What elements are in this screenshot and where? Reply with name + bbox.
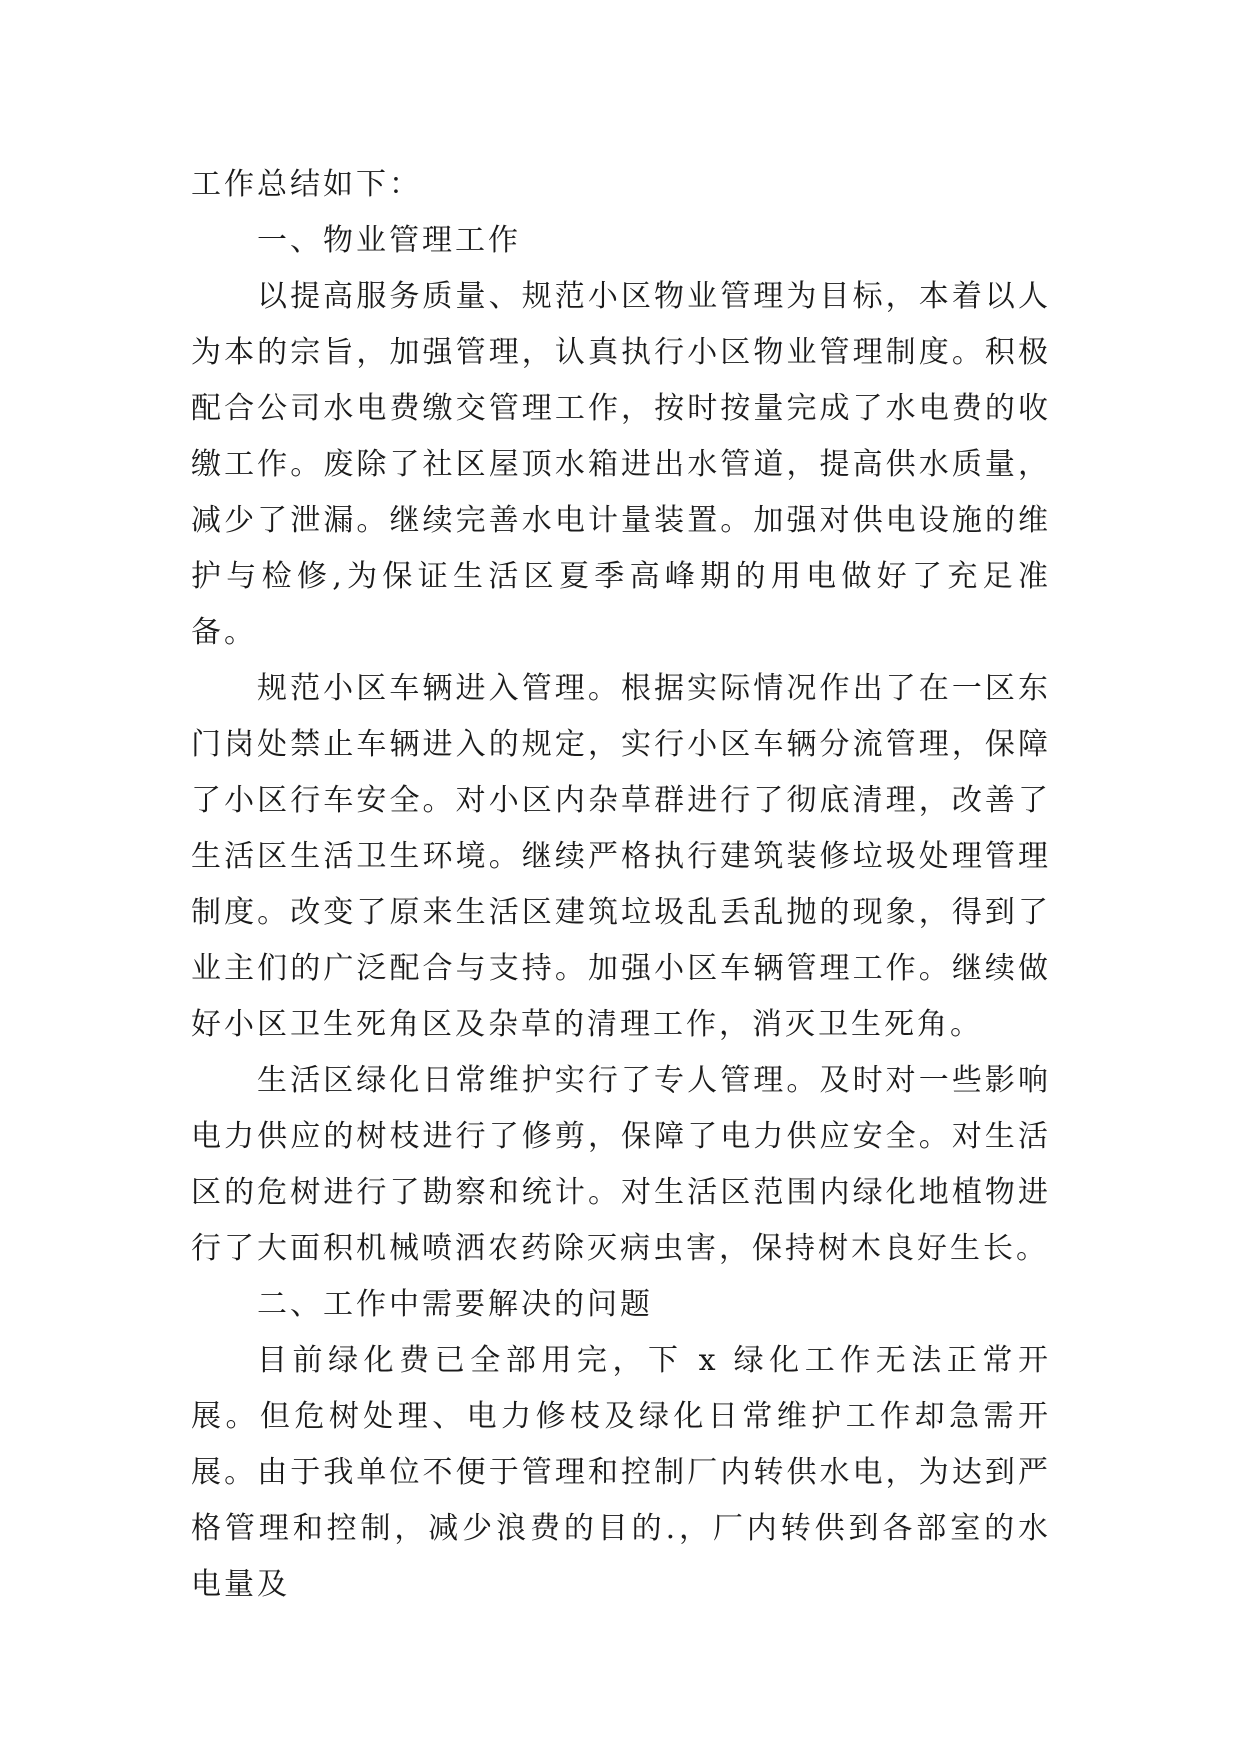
- section-heading-property-management: 一、物业管理工作: [257, 223, 521, 258]
- intro-line: 工作总结如下：: [191, 167, 422, 202]
- paragraph-vehicle-management: 规范小区车辆进入管理。根据实际情况作出了在一区东门岗处禁止车辆进入的规定，实行小区车辆分流管理，保障了小区行车安全。对小区内杂草群进行了彻底清理，改善了生活区生活卫生环境。继续严格执行建筑装修垃圾处理管理制度。改变了原来生活区建筑垃圾乱丢乱抛的现象，得到了业主们的广泛配合与支持。加强小区车辆管理工作。继续做好小区卫生死角区及杂草的清理工作，消灭卫生死角。: [191, 671, 1051, 1042]
- paragraph-greening-maintenance: 生活区绿化日常维护实行了专人管理。及时对一些影响电力供应的树枝进行了修剪，保障了电力供应安全。对生活区的危树进行了勘察和统计。对生活区范围内绿化地植物进行了大面积机械喷洒农药除灭病虫害，保持树木良好生长。: [191, 1063, 1051, 1266]
- document-body: [191, 157, 1051, 1613]
- paragraph-service-quality: 以提高服务质量、规范小区物业管理为目标，本着以人为本的宗旨，加强管理，认真执行小区物业管理制度。积极配合公司水电费缴交管理工作，按时按量完成了水电费的收缴工作。废除了社区屋顶水箱进出水管道，提高供水质量，减少了泄漏。继续完善水电计量装置。加强对供电设施的维护与检修,为保证生活区夏季高峰期的用电做好了充足准备。: [191, 279, 1051, 650]
- paragraph-greening-funds: 目前绿化费已全部用完，下 x 绿化工作无法正常开展。但危树处理、电力修枝及绿化日常维护工作却急需开展。由于我单位不便于管理和控制厂内转供水电，为达到严格管理和控制，减少浪费的目的.，厂内转供到各部室的水电量及: [191, 1343, 1051, 1602]
- section-heading-problems: 二、工作中需要解决的问题: [257, 1287, 653, 1322]
